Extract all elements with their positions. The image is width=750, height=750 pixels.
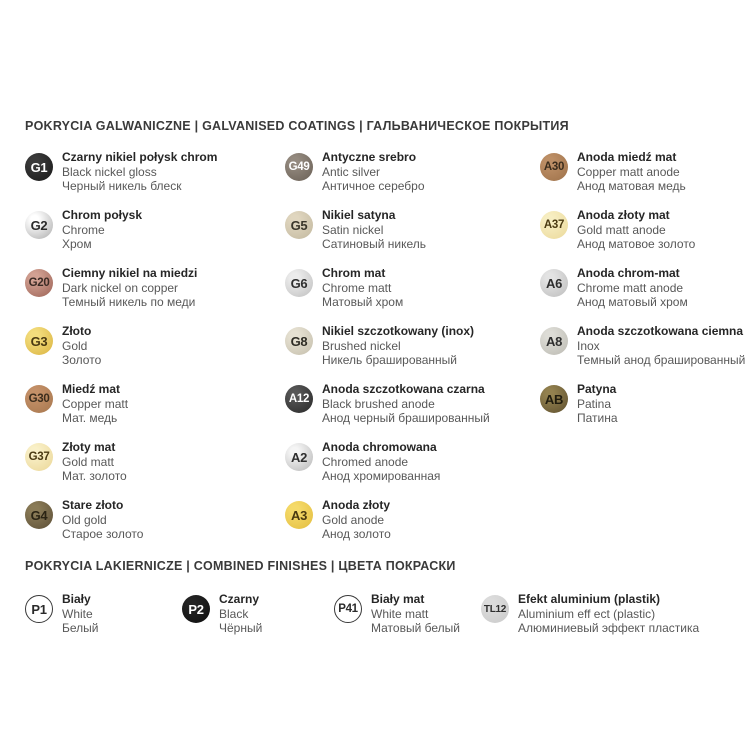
finish-swatch-badge: G1 [25,153,53,181]
finish-entry [285,498,537,556]
finish-entry [25,208,277,266]
finish-name-pl: Ciemny nikiel na miedzi [62,266,198,280]
finish-entry [285,324,537,382]
finish-entry [25,498,277,556]
finish-entry [540,382,750,440]
finish-swatch-badge: A8 [540,327,568,355]
finish-name-ru: Хром [62,237,92,251]
finish-name-en: Copper matt [62,397,129,411]
finish-name-en: Gold matt anode [577,223,666,237]
finish-name-en: Satin nickel [322,223,384,237]
finish-entry [285,440,537,498]
finish-name-ru: Мат. медь [62,411,118,425]
finish-swatch-badge: A2 [285,443,313,471]
finish-entry [540,324,750,382]
finish-swatch-badge: G30 [25,385,53,413]
finish-name-en: Aluminium eff ect (plastic) [518,607,656,621]
galvanised-column-3 [540,150,750,440]
finish-labels [322,498,391,541]
finish-name-ru: Никель брашированный [322,353,458,367]
finish-name-pl: Patyna [577,382,617,396]
finish-name-ru: Темный анод брашированный [577,353,746,367]
finish-name-ru: Белый [62,621,99,635]
finish-labels [322,440,440,483]
finish-name-pl: Nikiel satyna [322,208,396,222]
finish-labels [62,208,142,251]
finish-labels [322,324,474,367]
finish-name-pl: Nikiel szczotkowany (inox) [322,324,475,338]
finish-entry [25,150,277,208]
finish-swatch-badge: G6 [285,269,313,297]
finish-swatch-badge: P41 [334,595,362,623]
finish-name-en: Old gold [62,513,107,527]
finish-name-ru: Античное серебро [322,179,425,193]
finish-name-en: Gold anode [322,513,385,527]
finish-entry [285,266,537,324]
finish-labels [577,382,618,425]
finish-swatch-badge: G4 [25,501,53,529]
finish-entry [540,266,750,324]
finish-name-en: Chromed anode [322,455,409,469]
finish-labels [577,150,686,193]
finish-name-ru: Анод матовая медь [577,179,686,193]
finish-name-en: Brushed nickel [322,339,401,353]
finish-name-pl: Chrom połysk [62,208,143,222]
finish-name-ru: Матовый белый [371,621,460,635]
finish-entry [285,208,537,266]
finish-labels [62,592,98,635]
finish-labels [371,592,460,635]
finish-name-ru: Матовый хром [322,295,404,309]
finish-name-pl: Stare złoto [62,498,124,512]
finish-name-pl: Chrom mat [322,266,386,280]
finish-swatch-badge: A37 [540,211,568,239]
finish-entry [334,592,460,635]
finish-name-pl: Czarny nikiel połysk chrom [62,150,218,164]
finish-name-pl: Złoty mat [62,440,116,454]
finish-swatch-badge: G37 [25,443,53,471]
finish-labels [62,266,197,309]
finish-name-ru: Чёрный [219,621,263,635]
finish-swatch-badge: A12 [285,385,313,413]
finish-name-en: Black nickel gloss [62,165,157,179]
finish-name-en: Chrome [62,223,105,237]
finish-swatch-badge: G20 [25,269,53,297]
finish-swatch-badge: A30 [540,153,568,181]
finish-name-en: Inox [577,339,600,353]
finish-swatch-badge: A6 [540,269,568,297]
finish-name-ru: Темный никель по меди [62,295,196,309]
finish-name-pl: Anoda złoty mat [577,208,670,222]
finish-entry [25,592,98,635]
finish-name-en: Gold [62,339,88,353]
finish-swatch-badge: G5 [285,211,313,239]
finish-entry [285,382,537,440]
finish-name-ru: Мат. золото [62,469,127,483]
finish-name-ru: Старое золото [62,527,144,541]
finish-labels [322,382,490,425]
finish-name-pl: Biały mat [371,592,425,606]
finish-name-en: Patina [577,397,612,411]
finish-name-pl: Efekt aluminium (plastik) [518,592,661,606]
finish-labels [577,266,688,309]
finish-entry [25,382,277,440]
finish-name-ru: Черный никель блеск [62,179,182,193]
finish-name-ru: Сатиновый никель [322,237,426,251]
finish-swatch-badge: AB [540,385,568,413]
galvanised-section-title: POKRYCIA GALWANICZNE | GALVANISED COATINGS | ГАЛЬВАНИЧЕСКОЕ ПОКРЫТИЯ [25,119,569,133]
finish-name-ru: Анод черный брашированный [322,411,490,425]
finish-labels [62,324,101,367]
finish-name-en: Gold matt [62,455,115,469]
finish-swatch-badge: P1 [25,595,53,623]
finish-name-pl: Anoda złoty [322,498,390,512]
finish-swatch-badge: G3 [25,327,53,355]
finish-name-pl: Anoda szczotkowana czarna [322,382,485,396]
finish-name-ru: Патина [577,411,618,425]
finish-labels [62,150,217,193]
finish-labels [62,498,143,541]
finish-labels [577,324,745,367]
finish-labels [322,266,403,309]
finish-name-ru: Алюминиевый эффект пластика [518,621,700,635]
finish-name-ru: Анод матовое золото [577,237,696,251]
finish-name-en: Black brushed anode [322,397,435,411]
finish-swatch-badge: G8 [285,327,313,355]
finish-name-en: Copper matt anode [577,165,680,179]
finish-labels [219,592,262,635]
finish-entry [25,440,277,498]
finish-name-pl: Złoto [62,324,92,338]
finish-labels [577,208,695,251]
finish-name-en: White matt [371,607,429,621]
finish-entry [540,208,750,266]
finish-swatch-badge: G49 [285,153,313,181]
finish-name-pl: Anoda szczotkowana ciemna [577,324,744,338]
finish-name-pl: Anoda chrom-mat [577,266,680,280]
finish-labels [62,440,127,483]
finish-name-ru: Анод хромированная [322,469,441,483]
finish-name-ru: Золото [62,353,102,367]
finish-name-pl: Antyczne srebro [322,150,417,164]
finish-name-en: Chrome matt [322,281,392,295]
finish-labels [62,382,128,425]
finish-name-pl: Czarny [219,592,260,606]
lacquered-row [0,592,750,662]
finish-entry [25,266,277,324]
finish-name-ru: Анод золото [322,527,391,541]
finish-name-en: Chrome matt anode [577,281,684,295]
finish-labels [322,208,426,251]
finish-name-ru: Анод матовый хром [577,295,688,309]
finish-name-en: Dark nickel on copper [62,281,179,295]
finish-name-en: White [62,607,93,621]
finish-swatch-badge: P2 [182,595,210,623]
finish-entry [540,150,750,208]
finish-entry [25,324,277,382]
finish-name-pl: Biały [62,592,91,606]
finish-swatch-badge: TL12 [481,595,509,623]
finish-entry [285,150,537,208]
finish-name-en: Antic silver [322,165,381,179]
finish-name-pl: Anoda miedź mat [577,150,677,164]
finish-swatch-badge: A3 [285,501,313,529]
lacquered-section-title: POKRYCIA LAKIERNICZE | COMBINED FINISHES | ЦВЕТА ПОКРАСКИ [25,559,456,573]
finish-swatch-badge: G2 [25,211,53,239]
galvanised-column-1 [25,150,277,556]
finish-entry [182,592,262,635]
finish-name-pl: Miedź mat [62,382,121,396]
finish-labels [322,150,425,193]
finish-name-pl: Anoda chromowana [322,440,437,454]
finish-name-en: Black [219,607,249,621]
finish-labels [518,592,699,635]
galvanised-column-2 [285,150,537,556]
finish-entry [481,592,699,635]
